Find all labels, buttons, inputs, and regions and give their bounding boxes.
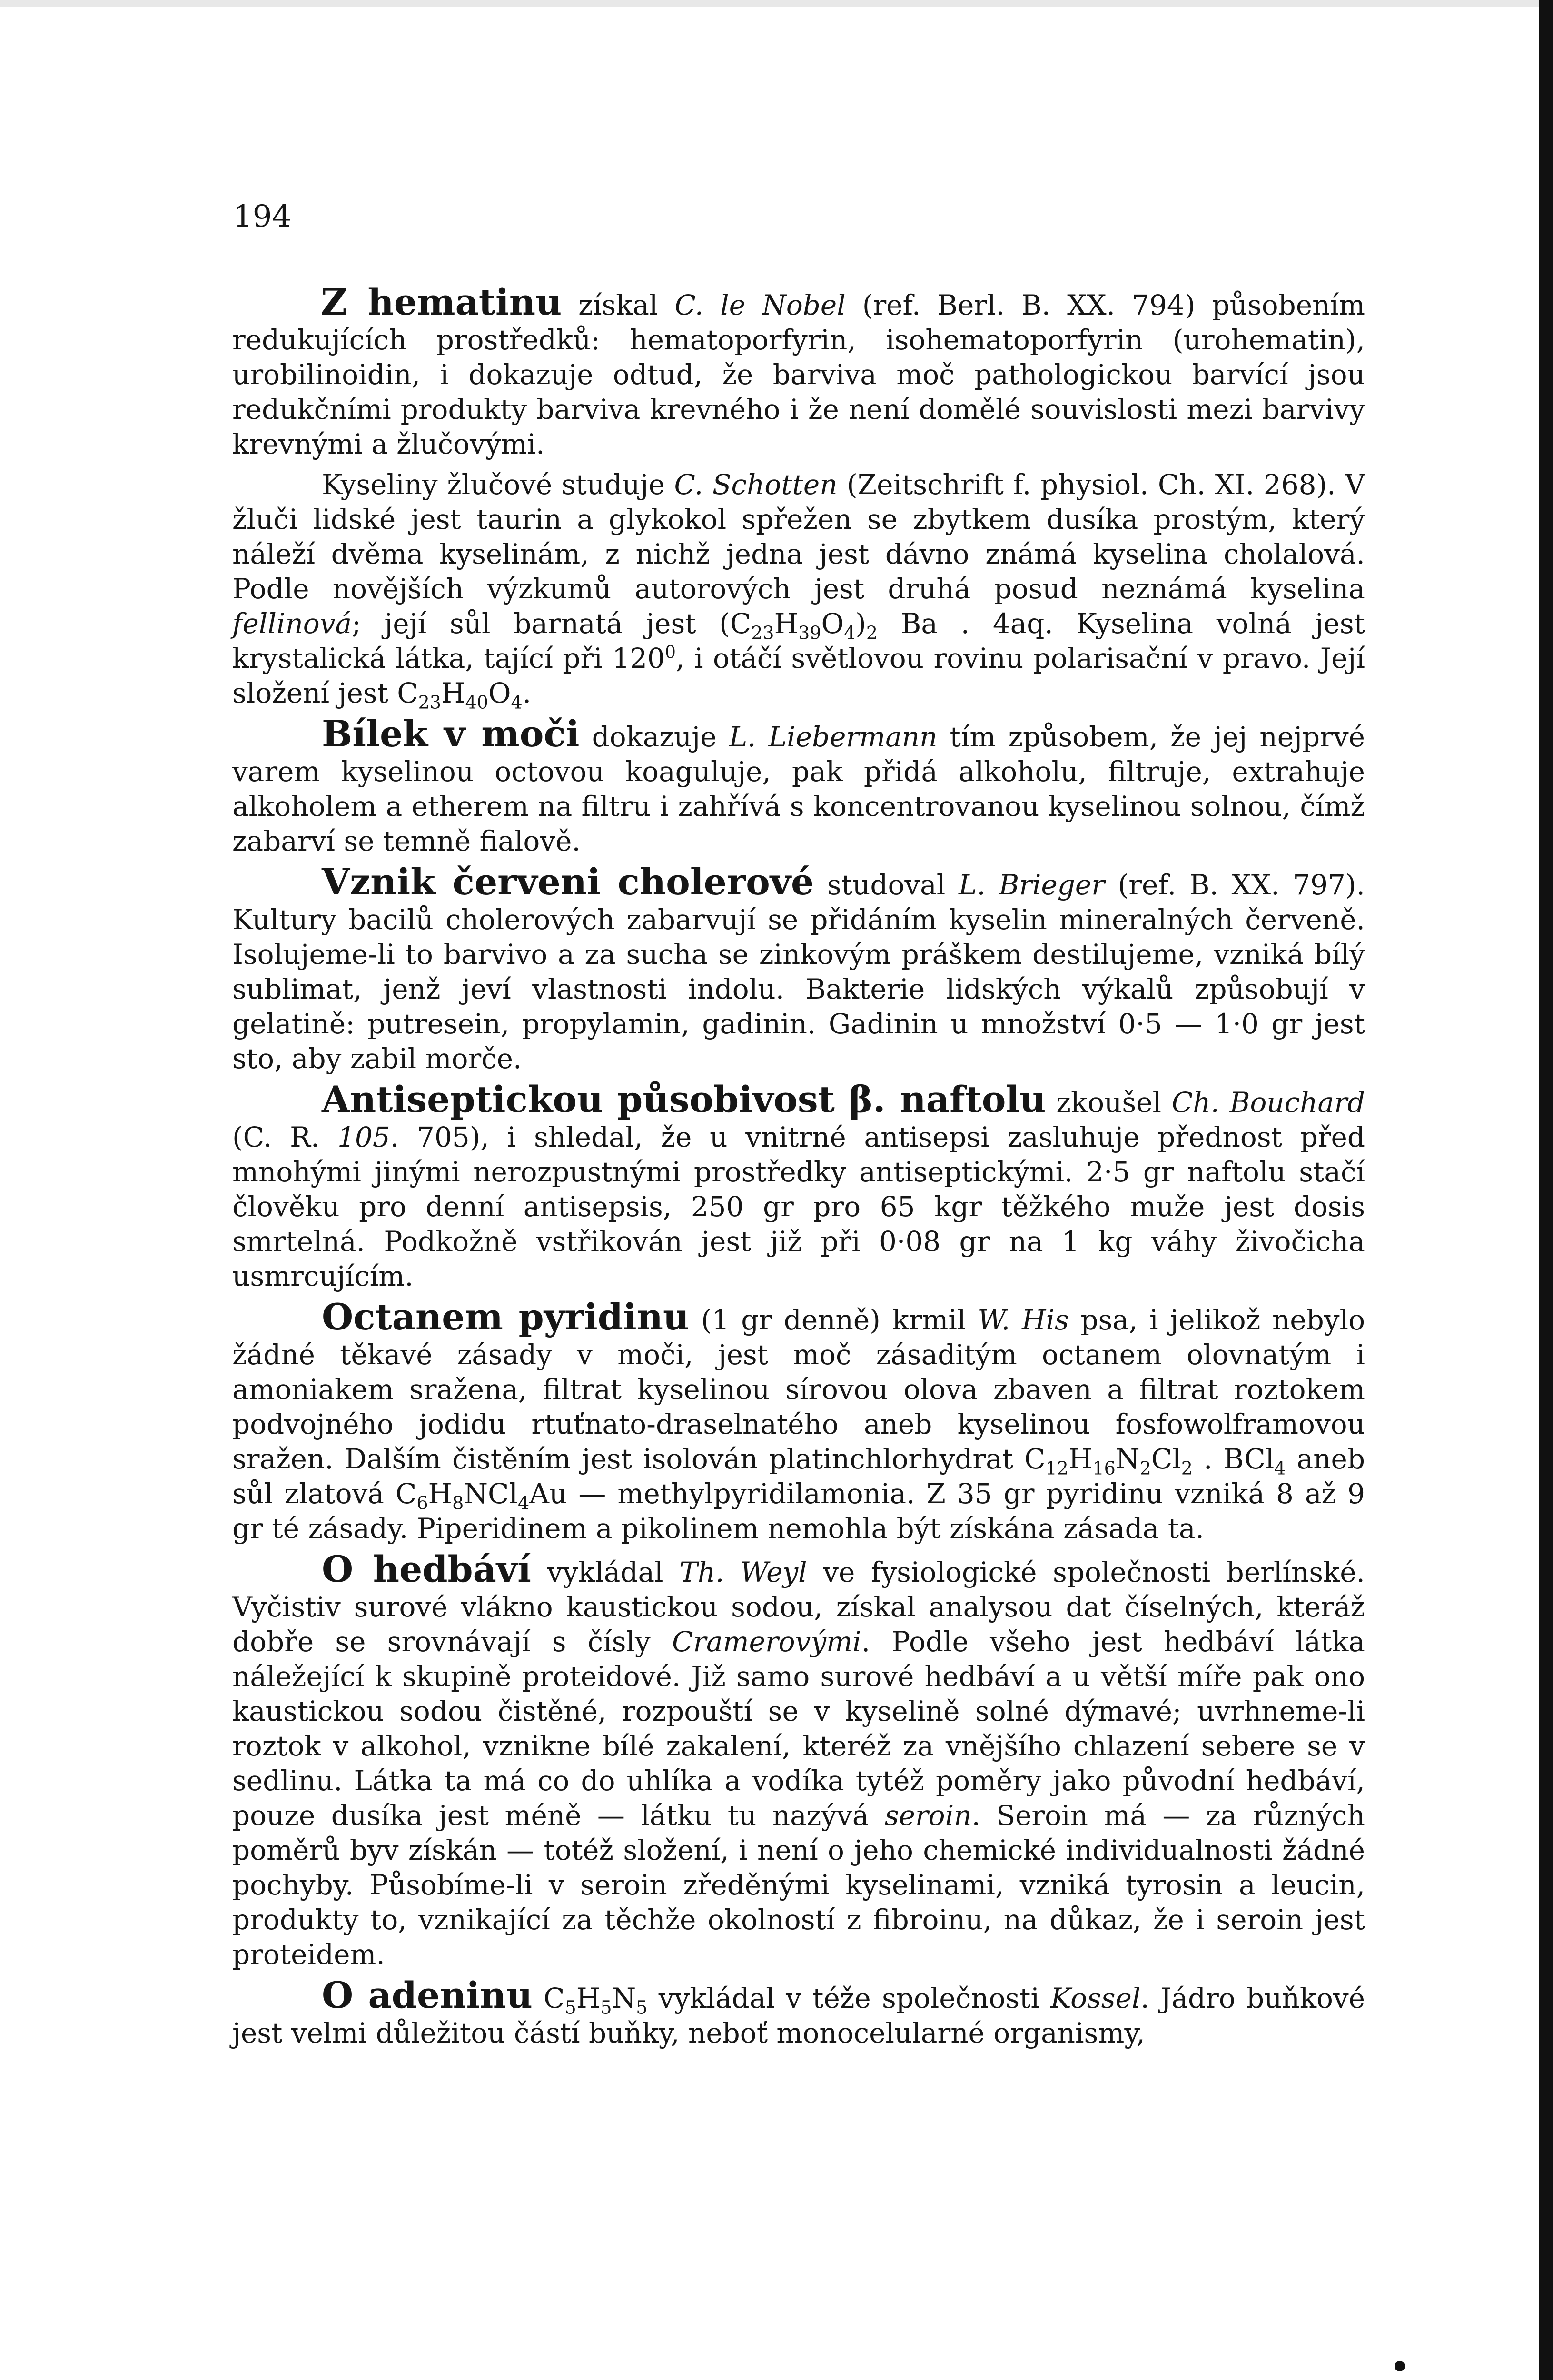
author-name: L. Liebermann xyxy=(729,721,938,753)
heading-pyridine: Octanem pyridinu xyxy=(322,1296,690,1338)
heading-protein: Bílek v moči xyxy=(322,713,580,755)
acid-name: fellinová xyxy=(232,607,352,640)
scan-top-shadow xyxy=(0,0,1539,7)
page-body xyxy=(232,281,1365,2056)
author-name-cramer: Cramerovými xyxy=(672,1626,861,1658)
heading-silk: O hedbáví xyxy=(322,1548,531,1590)
author-name: Th. Weyl xyxy=(679,1556,807,1588)
term-seroin: seroin xyxy=(884,1799,972,1832)
volume-number: 105 xyxy=(337,1121,390,1153)
paragraph-pyridine: Octanem pyridinu (1 gr denně) krmil W. His psa, i jelikož nebylo žádné těkavé zásady v moči, jest moč zásaditým octanem olovnatým i amoniakem sražena, filtrat kyselinou sírovou olova zbaven a filtrat roztokem podvojného jodidu rtuťnato-draselnatého aneb kyselinou fosfowolframovou sražen. Dalším čistěním jest isolován platinchlorhydrat $C_{12}H_{16}N_2Cl_2$ . BCl$_4$ aneb sůl zlatová $C_6H_8NCl_4Au$ — methylpyridilamonia. Z 35 gr pyridinu vzniká 8 až 9 gr té zásady. Piperidinem a pikolinem nemohla být získána zásada ta. xyxy=(232,1296,1365,1545)
heading-hematin: Z hematinu xyxy=(321,281,562,323)
paragraph-cholera-red: Vznik červeni cholerové studoval L. Brieger (ref. B. XX. 797). Kultury bacilů cholerových zabarvují se přidáním kyselin mineralných červeně. Isolujeme-li to barvivo a za sucha se zinkovým práškem destilujeme, vzniká bílý sublimat, jenž jeví vlastnosti indolu. Bakterie lidských výkalů způsobují v gelatině: putresein, propylamin, gadinin. Gadinin u množství 0·5 — 1·0 gr jest sto, aby zabil morče. xyxy=(232,861,1365,1075)
author-name: Kossel xyxy=(1050,1982,1141,2014)
paragraph-bile-acids: Kyseliny žlučové studuje C. Schotten (Zeitschrift f. physiol. Ch. XI. 268). V žluči lidské jest taurin a glykokol spřežen se zbytkem dusíka prostým, který náleží dvěma kyselinám, z nichž jedna jest dávno známá kyselina cholalová. Podle novějších výzkumů autorových jest druhá posud neznámá kyselina fellinová; její sůl barnatá jest $(C_{23}H_{39}O_4)_2$ Ba . 4aq. Kyselina volná jest krystalická látka, tající při $120^0$, i otáčí světlovou rovinu polarisační v pravo. Její složení jest $C_{23}H_{40}O_4$. xyxy=(232,468,1365,713)
heading-adenine: O adeninu xyxy=(322,1974,533,2016)
heading-naphthol: Antiseptickou působivost β. naftolu xyxy=(322,1078,1046,1121)
ink-spot xyxy=(1395,2361,1405,2371)
heading-cholera: Vznik červeni cholerové xyxy=(322,861,814,903)
paragraph-naphthol: Antiseptickou působivost β. naftolu zkoušel Ch. Bouchard (C. R. 105. 705), i shledal, že u vnitrné antisepsi zasluhuje přednost před mnohými jinými nerozpustnými prostředky antiseptickými. 2·5 gr naftolu stačí člověku pro denní antisepsis, 250 gr pro 65 kgr těžkého muže jest dosis smrtelná. Podkožně vstřikován jest již při 0·08 gr na 1 kg váhy živočicha usmrcujícím. xyxy=(232,1078,1365,1292)
paragraph-protein-urine: Bílek v moči dokazuje L. Liebermann tím způsobem, že jej nejprvé varem kyselinou octovou koaguluje, pak přidá alkoholu, filtruje, extrahuje alkoholem a etherem na filtru i zahřívá s koncentrovanou kyselinou solnou, čímž zabarví se temně fialově. xyxy=(232,713,1365,857)
author-name: C. Schotten xyxy=(674,468,838,501)
author-name: C. le Nobel xyxy=(674,289,846,321)
author-name: L. Brieger xyxy=(958,869,1105,901)
page-number: 194 xyxy=(233,199,292,234)
paragraph-adenine: O adeninu $C_5H_5N_5$ vykládal v téže společnosti Kossel. Jádro buňkové jest velmi důležitou částí buňky, neboť monocelularné organismy, xyxy=(232,1974,1365,2049)
author-name: W. His xyxy=(978,1304,1069,1336)
author-name: Ch. Bouchard xyxy=(1171,1086,1365,1119)
paragraph-hematin: Z hematinu získal C. le Nobel (ref. Berl. B. XX. 794) působením redukujících prostředků: hematoporfyrin, isohematoporfyrin (urohematin), urobilinoidin, i dokazuje odtud, že barviva moč pathologickou barvící jsou redukčními produkty barviva krevného i že není domělé souvislosti mezi barvivy krevnými a žlučovými. xyxy=(232,281,1365,460)
paragraph-silk: O hedbáví vykládal Th. Weyl ve fysiologické společnosti berlínské. Vyčistiv surové vlákno kaustickou sodou, získal analysou dat číselných, kteráž dobře se srovnávají s čísly Cramerovými. Podle všeho jest hedbáví látka náležející k skupině proteidové. Již samo surové hedbáví a u větší míře pak ono kaustickou sodou čistěné, rozpouští se v kyselině solné dýmavé; uvrhneme-li roztok v alkohol, vznikne bílé zakalení, kteréž za vnějšího chlazení sebere se v sedlinu. Látka ta má co do uhlíka a vodíka tytéž poměry jako původní hedbáví, pouze dusíka jest méně — látku tu nazývá seroin. Seroin má — za různých poměrů byv získán — totéž složení, i není o jeho chemické individualnosti žádné pochyby. Působíme-li v seroin zředěnými kyselinami, vzniká tyrosin a leucin, produkty to, vznikající za těchže okolností z fibroinu, na důkaz, že i seroin jest proteidem. xyxy=(232,1548,1365,1971)
scan-right-border xyxy=(1539,0,1553,2380)
